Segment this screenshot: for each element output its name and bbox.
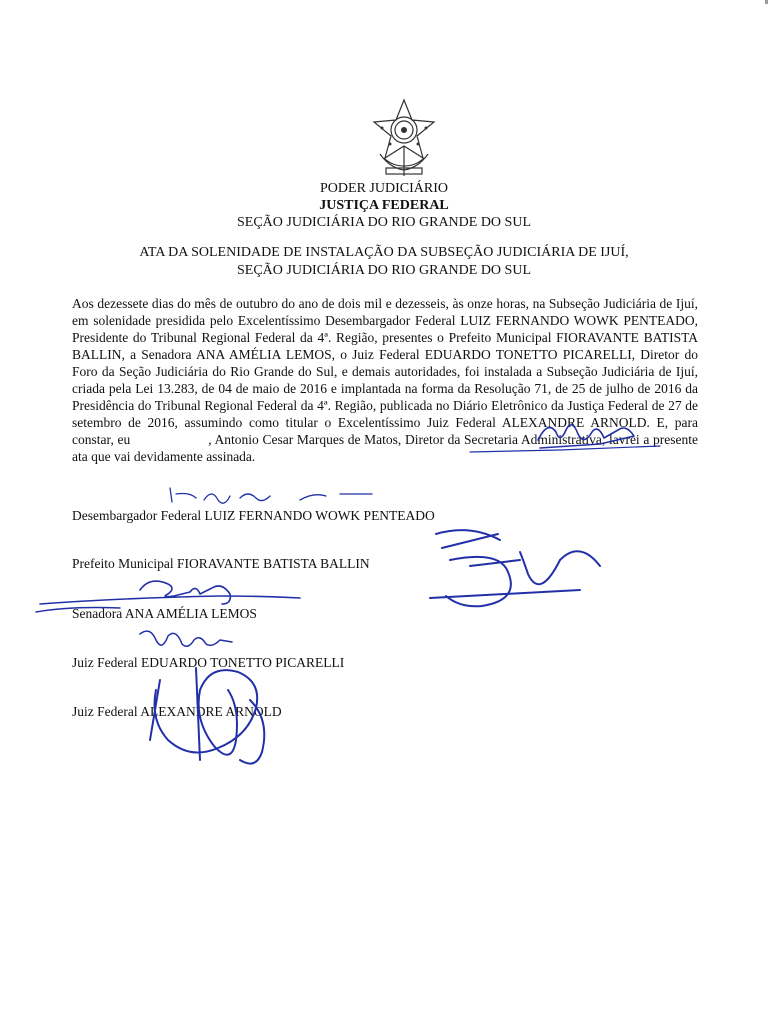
title-line-1: ATA DA SOLENIDADE DE INSTALAÇÃO DA SUBSEÇÃO JUDICIÁRIA DE IJUÍ, [139, 245, 629, 260]
signature-penteado [170, 488, 372, 503]
coat-of-arms-icon [370, 98, 438, 178]
signature-picarelli [140, 631, 232, 646]
signature-lemos [40, 581, 300, 604]
body-part-2: , Antonio Cesar Marques de Matos, Diretor da Secretaria Administrativa, lavrei a presente ata que vai devidamente assinada. [72, 432, 698, 464]
signature-ballin [430, 530, 600, 606]
signatory-3: Senadora ANA AMÉLIA LEMOS [72, 606, 257, 621]
header-section: SEÇÃO JUDICIÁRIA DO RIO GRANDE DO SUL [236, 215, 531, 230]
signatory-2: Prefeito Municipal FIORAVANTE BATISTA BALLIN [72, 556, 370, 571]
document-title [60, 244, 708, 280]
document-header [0, 180, 768, 231]
signatory-1: Desembargador Federal LUIZ FERNANDO WOWK PENTEADO [72, 508, 435, 523]
signatory-5: Juiz Federal ALEXANDRE ARNOLD [72, 704, 282, 719]
body-part-1: Aos dezessete dias do mês de outubro do ano de dois mil e dezesseis, às onze horas, na Subseção Judiciária de Ijuí, em solenidade presidida pelo Excelentíssimo Desembargador Federal LUIZ FERNANDO WOWK PENTEADO, Presidente do Tribunal Regional Federal da 4ª. Região, presentes o Prefeito Municipal FIORAVANTE BATISTA BALLIN, a Senadora ANA AMÉLIA LEMOS, o Juiz Federal EDUARDO TONETTO PICARELLI, Diretor do Foro da Seção Judiciária do Rio Grande do Sul, e demais autoridades, foi instalada a Subseção Judiciária de Ijuí, criada pela Lei 13.283, de 04 de maio de 2016 e implantada na forma da Resolução 71, de 25 de julho de 2016 da Presidência do Tribunal Regional Federal da 4ª. Região, publicada no Diário Eletrônico da Justiça Federal de 27 de setembro de 2016, assumindo como titular o Excelentíssimo Juiz Federal ALEXANDRE ARNOLD. E, para constar, eu [72, 296, 698, 447]
header-power: PODER JUDICIÁRIO [320, 181, 448, 196]
title-line-2: SEÇÃO JUDICIÁRIA DO RIO GRANDE DO SUL [236, 263, 531, 278]
signatory-4: Juiz Federal EDUARDO TONETTO PICARELLI [72, 655, 345, 670]
minutes-body [72, 295, 698, 465]
header-court: JUSTIÇA FEDERAL [319, 198, 449, 213]
